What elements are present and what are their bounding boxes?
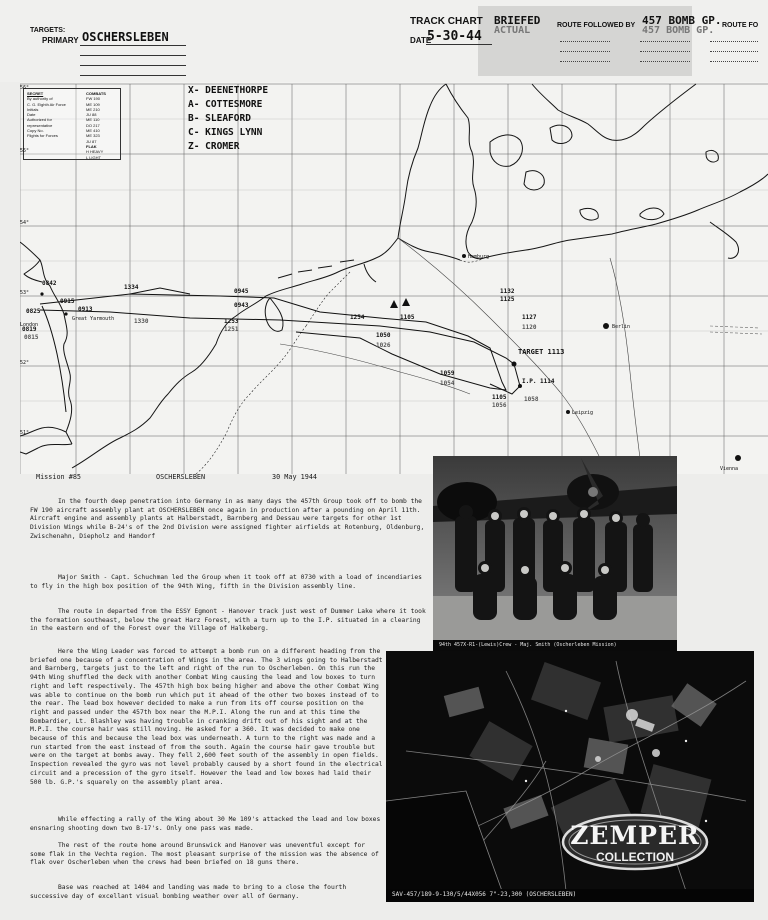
legend-date: Date (27, 112, 36, 118)
date-value: 5-30-44 (427, 29, 482, 44)
logo-subtitle: COLLECTION (596, 850, 674, 864)
legend-authority: By authority of (27, 96, 53, 102)
crew-photo-caption: 94th 457X-R1-(Lewis)Crew - Maj. Smith (Oscherleben Mission) (439, 642, 617, 648)
time-1120: 1120 (522, 324, 537, 331)
assembly-point-z: Z- CROMER (188, 141, 240, 152)
chart-legend (23, 88, 121, 160)
time-1132: 1132 (500, 288, 515, 295)
track-map (20, 82, 768, 474)
time-1334: 1334 (124, 284, 139, 291)
legend-flak-light: L LIGHT (86, 154, 101, 160)
assembly-point-a: A- COTTESMORE (188, 99, 263, 110)
assembly-point-x: X- DEENETHORPE (188, 85, 269, 96)
time-1054: 1054 (440, 380, 455, 387)
map-drawing (20, 82, 768, 474)
lat-label-top: 56° (20, 85, 30, 91)
report-paragraph-1: In the fourth deep penetration into Germany in as many days the 457th Group took off to bomb the FW 190 aircraft assembly plant at OSCHERSLEBEN once again in production after a pounding on April 11th. Aircraft engine and assembly plants at Halberstadt, Barnberg and Dessau were targets for other 1st Division Wings while B-24's of the 2nd Division were assigned fighter airfields at Rotenburg, Oldenburg, Zwischenahn, Diepholz and Handorf (30, 498, 425, 540)
time-1253: 1253 (224, 318, 239, 325)
place-leipzig: Leipzig (572, 410, 594, 416)
legend-combat-me323: ME 323 (86, 133, 100, 139)
lat-label-54: 54° (20, 220, 30, 226)
legend-combat-ju87: JU 87 (86, 138, 97, 144)
date-label: DATE (410, 36, 432, 45)
legend-combat-me109: ME 109 (86, 101, 100, 107)
chart-header (0, 0, 768, 82)
time-1105: 1105 (492, 394, 507, 401)
assembly-point-c: C- KINGS LYNN (188, 127, 263, 138)
time-1059: 1059 (440, 370, 455, 377)
targets-label: TARGETS: (30, 27, 66, 34)
lat-label-51: 51° (20, 430, 30, 436)
legend-cg: C. G. Eighth Air Force (27, 101, 66, 107)
time-0815: 0815 (24, 334, 39, 341)
legend-initials: Initials (27, 106, 39, 112)
report-paragraph-4: Here the Wing Leader was forced to attempt a bomb run on a different heading from the briefed one because of a concentration of Wings in the area. The 3 wings going to Halberstadt and Barnberg, targets just to the left and right of the run to Oscherleben. On this run the 94th Wing shuffled the deck with another Combat Wing causing the lead and low boxes to turn right and left respectively. The 457th high box being higher and above the other Combat Wing was able to continue on the bomb run which put it ahead of the other two boxes instead of to the rear. The lead box however decided to make a run from its off course position on the right and passed under the 457th box near the M.P.I. Along the run and at this time the Bombardier, Lt. Blashley was having trouble in cranking drift out of his sight and at the M.P.I. the course hair was still moving. He asked for a 360. It was decided to make one because of this and because the lead box was underneath. A turn to the right was made and a run started from the east instead of from the south. Again the course hair gave trouble but were on the target at bombs away. They fell 2,600 feet south of the assembly in open fields. Inspection revealed the gyro was not level probably caused by a short found in the electrical circuit and a precession of the gyro itself. However the lead and low boxes had laid their 500 lb. G.P.'s squarely on the assembly plant area. (30, 648, 383, 786)
lat-label-52: 52° (20, 360, 30, 366)
legend-authorized: Authorized for (27, 117, 52, 123)
route-followed-value-actual: 457 BOMB GP. (642, 25, 715, 36)
mission-report (30, 470, 434, 920)
zemper-collection-logo (560, 812, 710, 872)
legend-combat-ju88: JU 88 (86, 112, 97, 118)
mission-target: OSCHERSLEBEN (156, 473, 206, 481)
place-vienna: Vienna (720, 466, 739, 472)
time-0915: 0915 (60, 298, 75, 305)
target-label: TARGET 1113 (518, 348, 565, 356)
primary-target-value: OSCHERSLEBEN (82, 30, 169, 44)
track-chart-title: TRACK CHART (410, 16, 483, 27)
primary-label: PRIMARY (42, 36, 79, 45)
time-0842: 0842 (42, 280, 57, 287)
report-heading (30, 473, 434, 483)
lat-label-55: 55° (20, 148, 30, 154)
time-1026: 1026 (376, 342, 391, 349)
report-paragraph-5: While effecting a rally of the Wing about 30 Me 109's attacked the lead and low boxes ensnaring shooting down two B-17's. Only one pass was made. (30, 816, 381, 832)
legend-combats-title: COMBATS (86, 91, 106, 96)
time-1056: 1056 (492, 402, 507, 409)
report-paragraph-3: The route in departed from the ESSY Egmont - Hanover track just west of Dummer Lake where it took the formation southeast, below the great Harz Forest, with a turn up to the I.P. situated in a clearing in the eastern end of the Forest over the Village of Halkeberg. (30, 608, 426, 633)
place-berlin: Berlin (612, 324, 631, 330)
time-0945: 0945 (234, 288, 249, 295)
time-1125: 1125 (500, 296, 515, 303)
report-paragraph-6: The rest of the route home around Brunswick and Hanover was uneventful except for some flak in the Vechta region. The most pleasant surprise of the mission was the absence of flak over Oscherleben when the crews had been briefed on 18 guns there. (30, 842, 379, 867)
legend-representative: representative (27, 122, 53, 128)
place-yarmouth: Great Yarmouth (72, 316, 115, 322)
assembly-point-b: B- SLEAFORD (188, 113, 251, 124)
time-1105b: 1105 (400, 314, 415, 321)
time-1127: 1127 (522, 314, 537, 321)
report-paragraph-7: Base was reached at 1404 and landing was made to bring to a close the fourth successive day of excellant visual bombing weather over all of Germany. (30, 884, 347, 900)
logo-title: ZEMPER (570, 821, 700, 850)
legend-combat-me210: ME 210 (86, 106, 100, 112)
time-1330: 1330 (134, 318, 149, 325)
legend-secret: SECRET (27, 91, 44, 96)
mission-number: Mission #85 (36, 473, 82, 481)
place-london: London (20, 322, 39, 328)
ip-label: I.P. 1114 (522, 378, 555, 385)
assembly-points-list (188, 84, 318, 154)
briefed-label: BRIEFED (494, 14, 541, 27)
legend-combat-me110: ME 110 (86, 117, 100, 123)
mission-date: 30 May 1944 (272, 473, 318, 481)
lat-label-53: 53° (20, 290, 30, 296)
strike-photo-caption: SAV-457/189-9-130/5/44X056 7"-23,300 (OSCHERSLEBEN) (392, 891, 577, 898)
time-0825: 0825 (26, 308, 41, 315)
route-followed-value: 457 BOMB GP. (642, 14, 722, 27)
crew-photo (433, 456, 677, 652)
legend-flak-title: FLAK (86, 143, 97, 149)
place-hamburg: Hamburg (468, 254, 490, 260)
legend-combat-fw190: FW 190 (86, 96, 101, 102)
legend-flak-heavy: H HEAVY (86, 149, 104, 155)
time-0943: 0943 (234, 302, 249, 309)
legend-combat-me410: ME 410 (86, 128, 100, 134)
time-0913: 0913 (78, 306, 93, 313)
report-paragraph-2: Major Smith - Capt. Schuchman led the Group when it took off at 0730 with a load of incendiaries to fly in the high box position of the 94th Wing, fifth in the Division assembly line. (30, 574, 422, 590)
legend-copy-no: Copy No. (27, 128, 44, 134)
legend-combat-do217: DO 217 (86, 122, 100, 128)
time-1050: 1050 (376, 332, 391, 339)
legend-flights: Flights for Forces (27, 133, 58, 139)
time-1251: 1251 (224, 326, 239, 333)
actual-label: ACTUAL (494, 25, 531, 36)
time-0819: 0819 (22, 326, 37, 333)
route-followed-label: ROUTE FOLLOWED BY (557, 22, 636, 29)
route-followed-label-2: ROUTE FO (722, 22, 759, 29)
time-1254: 1254 (350, 314, 365, 321)
ip-actual-time: 1058 (524, 396, 539, 403)
